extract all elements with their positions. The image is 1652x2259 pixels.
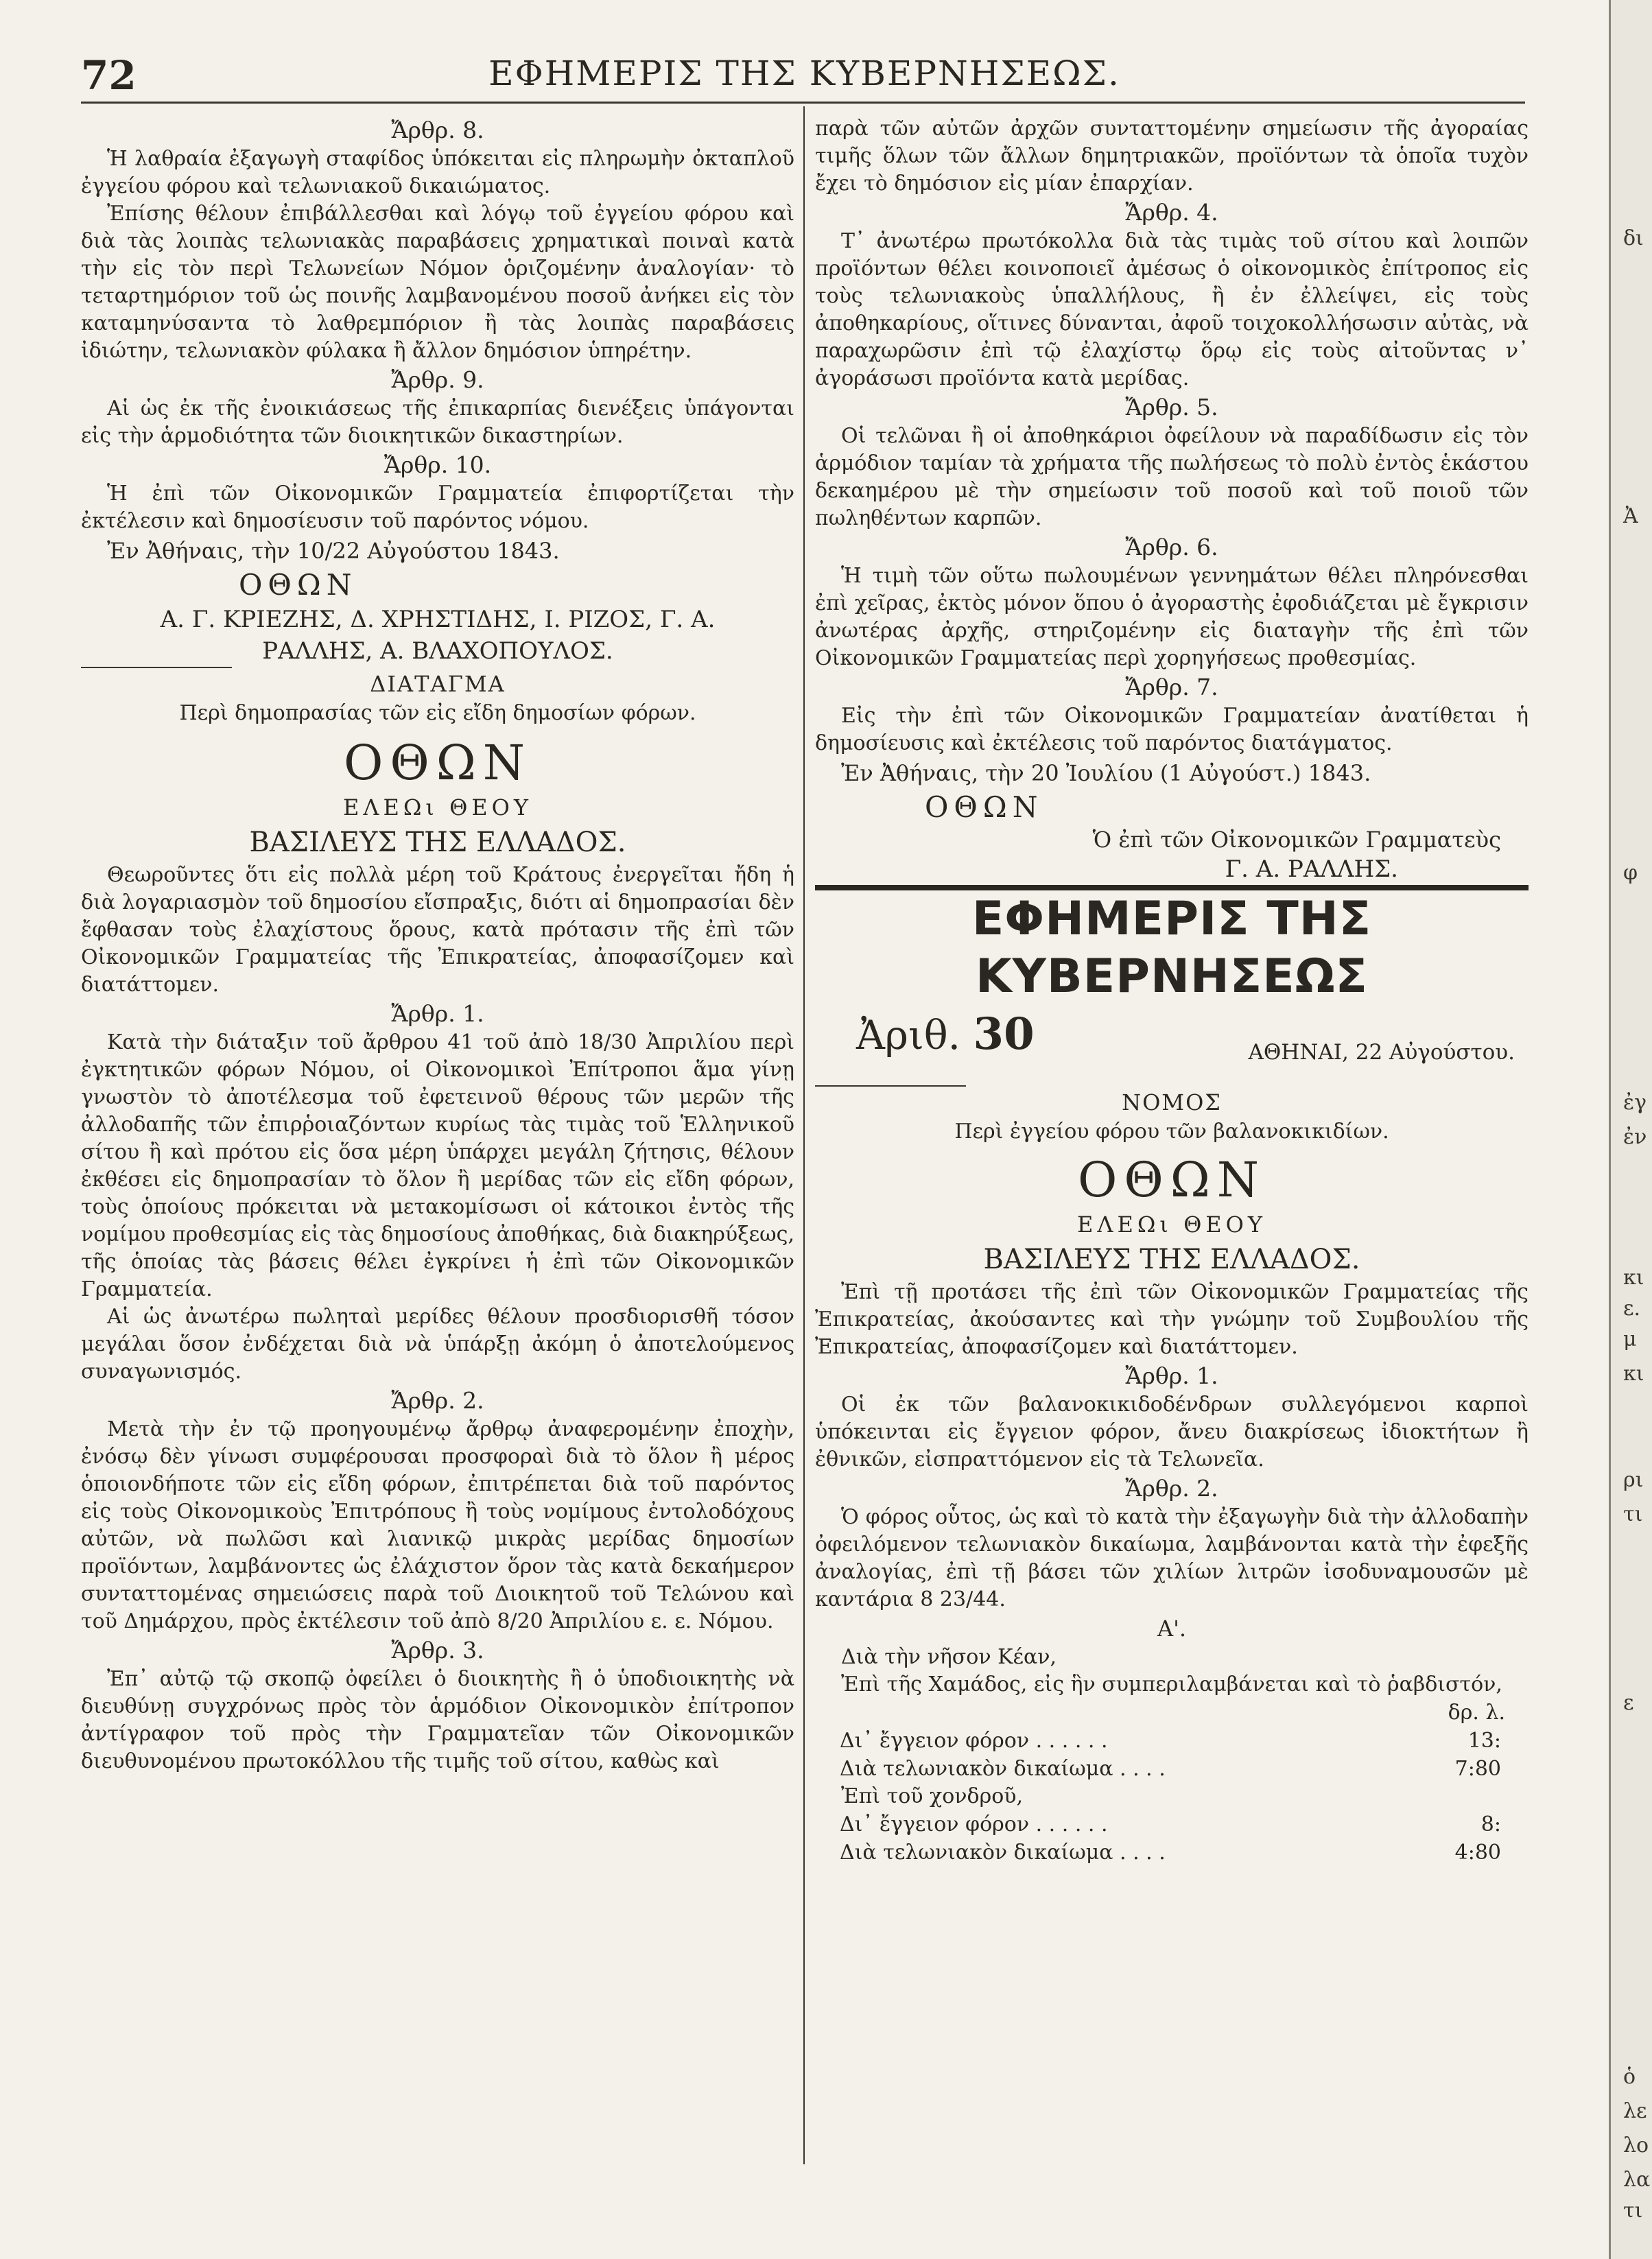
edge-fragment: λο: [1623, 2133, 1649, 2157]
masthead: ΕΦΗΜΕΡΙΣ ΤΗΣ ΚΥΒΕΡΝΗΣΕΩΣ: [971, 892, 1372, 1004]
article-heading: Ἄρθρ. 8.: [391, 117, 484, 143]
king-name: ΟΘΩΝ: [1077, 1152, 1266, 1208]
edge-fragment: ε.: [1623, 1297, 1641, 1321]
section-marker: Α'.: [1157, 1616, 1187, 1642]
article-heading: Ἄρθρ. 1.: [391, 1000, 484, 1027]
issue-date: ΑΘΗΝΑΙ, 22 Αὐγούστου.: [1248, 1040, 1515, 1065]
units-label: δρ. λ.: [1448, 1701, 1505, 1725]
edge-fragment: ὁ: [1623, 2065, 1636, 2089]
edge-fragment: μ: [1623, 1327, 1637, 1351]
article-heading: Ἄρθρ. 9.: [391, 366, 484, 393]
article-heading: Ἄρθρ. 5.: [1125, 394, 1218, 421]
table-row: [815, 1838, 1529, 1867]
row-value: 13:: [1467, 1729, 1501, 1753]
edge-fragment: ε: [1623, 1691, 1634, 1715]
tax-table: [815, 1644, 1529, 1867]
paragraph: Οἱ τελῶναι ἢ οἱ ἀποθηκάριοι ὀφείλουν νὰ παραδίδωσιν εἰς τὸν ἁρμόδιον ταμίαν τὰ χρήματα τῆς πωλήσεως τὸ πολὺ ἐντὸς ἑκάστου δεκαημέρου μὲ τὴν σημείωσιν τοῦ ποσοῦ καὶ τοῦ ποιοῦ τῶν πωληθέντων καρπῶν.: [815, 424, 1529, 530]
edge-fragment: λα: [1623, 2168, 1651, 2192]
paragraph: Οἱ ἐκ τῶν βαλανοκικιδοδένδρων συλλεγόμενοι καρποὶ ὑπόκεινται εἰς ἔγγειον φόρον, ἄνευ διακρίσεως ἰδιοκτήτων ἢ ἐθνικῶν, εἰσπραττόμενον εἰς τὰ Τελωνεῖα.: [815, 1393, 1529, 1471]
edge-fragment: ρι: [1623, 1468, 1644, 1492]
paragraph: παρὰ τῶν αὐτῶν ἀρχῶν συνταττομένην σημείωσιν τῆς ἀγοραίας τιμῆς ὅλων τῶν ἄλλων δημητριακῶν, προϊόντων τὰ ὁποῖα τυχὸν ἔχει τὸ δημόσιον εἰς μίαν ἐπαρχίαν.: [815, 117, 1529, 196]
edge-fragment: Ἀ: [1623, 504, 1638, 528]
preamble: Θεωροῦντες ὅτι εἰς πολλὰ μέρη τοῦ Κράτους ἐνεργεῖται ἤδη ἡ διὰ λογαριασμὸν τοῦ δημοσίου εἴσπραξις, διότι αἱ δημοπρασίαι δὲν ἔφθασαν τοὺς ἐλαχίστους ὅρους, κατὰ πρότασιν τῆς ἐπὶ τῶν Οἰκονομικῶν Γραμματείας τῆς Ἐπικρατείας, ἀποφασίζομεν καὶ διατάττομεν.: [81, 863, 794, 997]
article-heading: Ἄρθρ. 1.: [1125, 1362, 1218, 1389]
row-value: 4:80: [1454, 1841, 1501, 1865]
header-rule: [81, 102, 1525, 104]
paragraph: Ἡ ἐπὶ τῶν Οἰκονομικῶν Γραμματεία ἐπιφορτίζεται τὴν ἐκτέλεσιν καὶ δημοσίευσιν τοῦ παρόντος νόμου.: [81, 482, 794, 533]
minister-signatures: Α. Γ. ΚΡΙΕΖΗΣ, Δ. ΧΡΗΣΤΙΔΗΣ, Ι. ΡΙΖΟΣ, Γ. Α. ΡΑΛΛΗΣ, Α. ΒΛΑΧΟΠΟΥΛΟΣ.: [160, 606, 716, 665]
row-label: Δι᾽ ἔγγειον φόρον . . . . . .: [840, 1812, 1108, 1836]
column-divider: [803, 106, 805, 2164]
edge-fragment: ἐν: [1623, 1125, 1647, 1149]
table-units: [815, 1699, 1529, 1727]
issue-number-block: [856, 1006, 1035, 1064]
table-row: [815, 1755, 1529, 1783]
issue-line: [815, 1006, 1529, 1069]
paragraph: Αἱ ὡς ἀνωτέρω πωληταὶ μερίδες θέλουν προσδιορισθῆ τόσον μεγάλαι ὅσον ἐνδέχεται διὰ νὰ ὑπάρξῃ ἀκόμη ὁ ἀποτελούμενος συναγωνισμός.: [81, 1305, 794, 1384]
paragraph: Κατὰ τὴν διάταξιν τοῦ ἄρθρου 41 τοῦ ἀπὸ 18/30 Ἀπριλίου περὶ ἐγκτητικῶν φόρων Νόμου, οἱ Οἰκονομικοὶ Ἐπίτροποι ἅμα γίνῃ γνωστὸν τὸ ἀποτέλεσμα τοῦ ἐφετεινοῦ θέρους τῶν μερῶν τῆς ἀλλοδαπῆς τῶν ἐπιρῥοιαζόντων κυρίως τὰς τιμὰς τοῦ Ἑλληνικοῦ σίτου ἢ καὶ πρότου εἰς ὅσα μέρη ὑπάρχει μεγάλη ζήτησις, θέλουν ἐκθέσει εἰς δημοπρασίαν τὸ ὅλον ἢ μερίδας τῶν εἰς εἴδη φόρων, τοὺς ὁποίους πρόκειται νὰ μετακομίσωσι οἱ κάτοικοι ἐντὸς τῆς νομίμου προθεσμίας εἰς τὰς δημοσίους ἀποθήκας, διὰ διακηρύξεως, τῆς ὁποίας τὰς βάσεις θέλει ἐγκρίνει ἡ ἐπὶ τῶν Οἰκονομικῶν Γραμματεία.: [81, 1030, 794, 1301]
edge-fragment: ἐγ: [1623, 1091, 1647, 1115]
royal-signature: ΟΘΩΝ: [239, 568, 357, 602]
paragraph: Ἐπίσης θέλουν ἐπιβάλλεσθαι καὶ λόγῳ τοῦ ἐγγείου φόρου καὶ διὰ τὰς λοιπὰς τελωνιακὰς παραβάσεις χρηματικαὶ ποιναὶ κατὰ τὴν εἰς τὸν περὶ Τελωνείων Νόμον ὁριζομένην ἀναλογίαν· τὸ τεταρτημόριον τοῦ ὡς ποινῆς λαμβανομένου ποσοῦ ἀνήκει εἰς τὸν καταμηνύσαντα τὸ λαθρεμπόριον ἢ τὰς λοιπὰς παραβάσεις ἰδιώτην, τελωνιακὸν φύλακα ἢ ἄλλον δημόσιον ὑπηρέτην.: [81, 202, 794, 363]
page-number: 72: [81, 52, 137, 99]
edge-fragment: τι: [1623, 1502, 1643, 1526]
grace-of-god: ΕΛΕΩι ΘΕΟΥ: [342, 794, 533, 820]
edge-fragment: τι: [1623, 2199, 1643, 2223]
paragraph: Ὁ φόρος οὗτος, ὡς καὶ τὸ κατὰ τὴν ἐξαγωγὴν διὰ τὴν ἀλλοδαπὴν ὀφειλόμενον τελωνιακὸν δικαίωμα, λαμβάνονται κατὰ τὴν ἐφεξῆς ἀναλογίας, ἐπὶ τῇ βάσει τῶν χιλίων λιτρῶν ἰσοδυναμουσῶν μὲ καντάρια 8 23/44.: [815, 1505, 1529, 1611]
article-heading: Ἄρθρ. 10.: [384, 451, 492, 478]
row-label: Διὰ τελωνιακὸν δικαίωμα . . . .: [840, 1841, 1166, 1865]
article-heading: Ἄρθρ. 7.: [1125, 674, 1218, 700]
row-label: Δι᾽ ἔγγειον φόρον . . . . . .: [840, 1729, 1108, 1753]
edge-fragment: φ: [1623, 861, 1638, 885]
preamble: Ἐπὶ τῇ προτάσει τῆς ἐπὶ τῶν Οἰκονομικῶν Γραμματείας τῆς Ἐπικρατείας, ἀκούσαντες καὶ τὴν γνώμην τοῦ Συμβουλίου τῆς Ἐπικρατείας, ἀποφασίζομεν καὶ διατάττομεν.: [815, 1280, 1529, 1359]
paragraph: Ἐπ᾽ αὐτῷ τῷ σκοπῷ ὀφείλει ὁ διοικητὴς ἢ ὁ ὑποδιοικητὴς νὰ διευθύνῃ συγχρόνως πρὸς τὸν ἁρμόδιον Οἰκονομικὸν ἐπίτροπον ἀντίγραφον τοῦ πρὸς τὴν Γραμματεῖαν τῶν Οἰκονομικῶν διευθυνομένου πρωτοκόλλου τῆς τιμῆς τοῦ σίτου, καθὼς καὶ: [81, 1667, 794, 1773]
article-heading: Ἄρθρ. 6.: [1125, 534, 1218, 560]
table-caption: Διὰ τὴν νῆσον Κέαν,: [841, 1645, 1057, 1669]
article-heading: Ἄρθρ. 2.: [391, 1387, 484, 1414]
row-value: 8:: [1480, 1812, 1501, 1836]
issue-prefix: Ἀριθ.: [856, 1012, 961, 1058]
law-subject: Περὶ ἐγγείου φόρου τῶν βαλανοκικιδίων.: [954, 1120, 1389, 1144]
table-caption: Ἐπὶ τοῦ χονδροῦ,: [841, 1784, 1024, 1808]
law-title: ΝΟΜΟΣ: [1122, 1089, 1222, 1115]
king-name: ΟΘΩΝ: [343, 735, 532, 791]
date-line: Ἐν Ἀθήναις, τὴν 10/22 Αὐγούστου 1843.: [107, 538, 560, 564]
royal-signature: ΟΘΩΝ: [925, 790, 1043, 824]
minister-name: Γ. Α. ΡΑΛΛΗΣ.: [1225, 855, 1398, 883]
table-row: [815, 1810, 1529, 1838]
article-heading: Ἄρθρ. 2.: [1125, 1475, 1218, 1502]
paragraph: Εἰς τὴν ἐπὶ τῶν Οἰκονομικῶν Γραμματείαν ἀνατίθεται ἡ δημοσίευσις καὶ ἐκτέλεσις τοῦ παρόντος διατάγματος.: [815, 704, 1529, 755]
right-column: [815, 115, 1529, 1867]
decree-subject: Περὶ δημοπρασίας τῶν εἰς εἴδη δημοσίων φόρων.: [179, 701, 696, 725]
king-title: ΒΑΣΙΛΕΥΣ ΤΗΣ ΕΛΛΑΔΟΣ.: [983, 1244, 1360, 1275]
edge-fragment: κι: [1623, 1362, 1644, 1386]
paragraph: Τ᾽ ἀνωτέρω πρωτόκολλα διὰ τὰς τιμὰς τοῦ σίτου καὶ λοιπῶν προϊόντων θέλει κοινοποιεῖ ἀμέσως ὁ οἰκονομικὸς ἐπίτροπος εἰς τοὺς τελωνιακοὺς ὑπαλλήλους, ἢ ἐν ἐλλείψει, εἰς τοὺς ἀποθηκαρίους, οἵτινες δύνανται, ἀφοῦ τοιχοκολλήσωσιν αὐτὰς, νὰ παραχωρῶσιν ἐπὶ τῷ ἐλαχίστῳ ὅρῳ εἰς τοὺς αἰτοῦντας ν᾽ ἀγοράσωσι προϊόντα κατὰ μερίδας.: [815, 229, 1529, 390]
edge-fragment: κι: [1623, 1266, 1644, 1290]
row-value: 7:80: [1454, 1757, 1501, 1781]
edge-fragment: δι: [1623, 226, 1644, 250]
paragraph: Μετὰ τὴν ἐν τῷ προηγουμένῳ ἄρθρῳ ἀναφερομένην ἐποχὴν, ἐνόσῳ δὲν γίνωσι συμφέρουσαι προσφοραὶ διὰ τὸ ὅλον ἢ μέρος ὁποιονδήποτε τῶν εἰς εἴδη φόρων, ἐπιτρέπεται διὰ τοῦ παρόντος εἰς τοὺς Οἰκονομικοὺς Ἐπιτρόπους ἢ τοὺς νομίμους ἐντολοδόχους αὐτῶν, νὰ πωλῶσι καὶ λιανικῷ μικρὰς μερίδας δημοσίων προϊόντων, λαμβάνοντες ὡς ἐλάχιστον ὅρον τὰς κατὰ δεκαήμερον συνταττομένας σημειώσεις παρὰ τοῦ Διοικητοῦ τοῦ Τελώνου καὶ τοῦ Δημάρχου, πρὸς ἐκτέλεσιν τοῦ ἀπὸ 8/20 Ἀπριλίου ε. ε. Νόμου.: [81, 1417, 794, 1633]
paragraph: Ἡ λαθραία ἐξαγωγὴ σταφίδος ὑπόκειται εἰς πληρωμὴν ὀκταπλοῦ ἐγγείου φόρου καὶ τελωνιακοῦ δικαιώματος.: [81, 147, 794, 198]
paragraph: Αἱ ὡς ἐκ τῆς ἐνοικιάσεως τῆς ἐπικαρπίας διενέξεις ὑπάγονται εἰς τὴν ἁρμοδιότητα τῶν διοικητικῶν δικαστηρίων.: [81, 397, 794, 448]
table-row: [815, 1727, 1529, 1755]
page-header-title: ΕΦΗΜΕΡΙΣ ΤΗΣ ΚΥΒΕΡΝΗΣΕΩΣ.: [488, 54, 1120, 93]
issue-number: 30: [973, 1008, 1035, 1060]
facing-page-edge: [1609, 0, 1652, 2259]
article-heading: Ἄρθρ. 3.: [391, 1637, 484, 1664]
edge-fragment: λε: [1623, 2099, 1647, 2123]
date-line: Ἐν Ἀθήναις, τὴν 20 Ἰουλίου (1 Αὐγούστ.) 1843.: [841, 760, 1371, 786]
table-caption: Ἐπὶ τῆς Χαμάδος, εἰς ἣν συμπεριλαμβάνεται καὶ τὸ ῥαβδιστόν,: [841, 1672, 1502, 1696]
left-column: [81, 115, 794, 1775]
grace-of-god: ΕΛΕΩι ΘΕΟΥ: [1076, 1211, 1267, 1238]
king-title: ΒΑΣΙΛΕΥΣ ΤΗΣ ΕΛΛΑΔΟΣ.: [249, 827, 626, 858]
article-heading: Ἄρθρ. 4.: [1125, 199, 1218, 226]
minister-title: Ὁ ἐπὶ τῶν Οἰκονομικῶν Γραμματεὺς: [1092, 827, 1501, 853]
row-label: Διὰ τελωνιακὸν δικαίωμα . . . .: [840, 1757, 1166, 1781]
paragraph: Ἡ τιμὴ τῶν οὕτω πωλουμένων γεννημάτων θέλει πληρόνεσθαι ἐπὶ χεῖρας, ἐκτὸς μόνον ὅπου ὁ ἀγοραστὴς ἐφοδιάζεται μὲ ἔγκρισιν ἀνωτέρας ἀρχῆς, στηριζομένην εἰς διαταγὴν τῆς ἐπὶ τῶν Οἰκονομικῶν Γραμματείας περὶ χορηγήσεως προθεσμίας.: [815, 564, 1529, 670]
decree-title: ΔΙΑΤΑΓΜΑ: [370, 671, 506, 697]
